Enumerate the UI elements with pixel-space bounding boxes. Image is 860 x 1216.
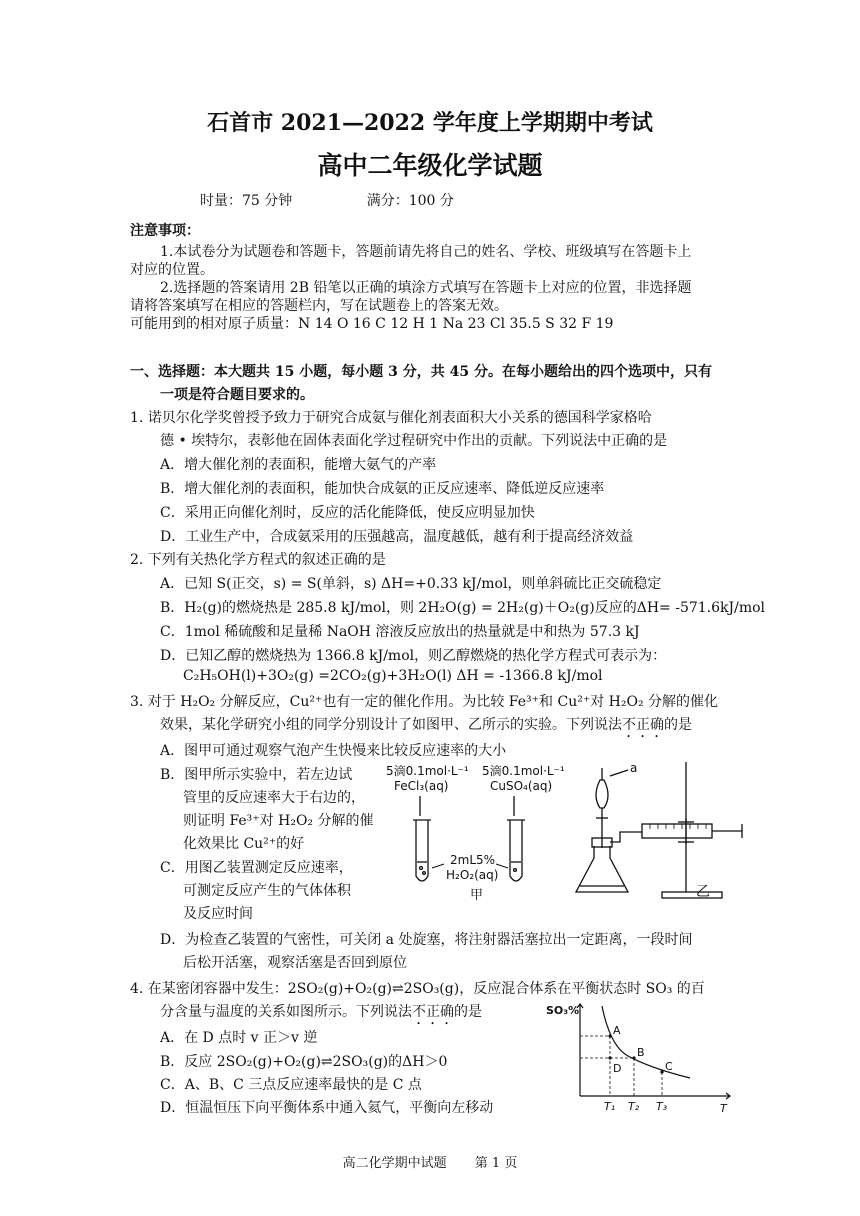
exam-subtitle: 高中二年级化学试题 [317,151,543,180]
q4-stem-emphasis: 不正确 [412,1004,454,1020]
exam-time: 时量：75 分钟 [200,193,293,209]
tick-t3: T₃ [656,1100,668,1113]
tick-t2: T₂ [628,1100,640,1113]
atomic-masses: 可能用到的相对原子质量：N 14 O 16 C 12 H 1 Na 23 Cl 35.5 S 32 F 19 [130,316,614,332]
fig-left-label-1: 5滴0.1mol·L⁻¹ [386,764,469,778]
q4-so3-temperature-chart [540,996,740,1116]
q3-option-c-2: 可测定反应产生的气体体积 [183,883,351,899]
note-1a: 1.本试卷分为试题卷和答题卡，答题前请先将自己的姓名、学校、班级填写在答题卡上 [160,244,692,260]
label-a: A [613,1024,621,1037]
note-1b: 对应的位置。 [130,262,214,278]
q1-option-b: B．增大催化剂的表面积，能加快合成氨的正反应速率、降低逆反应速率 [160,481,605,497]
point-a [608,1034,611,1037]
q3-option-c-3: 及反应时间 [183,906,253,922]
q4-option-c: C．A、B、C 三点反应速率最快的是 C 点 [160,1077,422,1093]
tick-t1: T₁ [604,1100,616,1113]
point-b [632,1056,635,1059]
notes-heading: 注意事项： [130,223,200,239]
q2-option-c: C．1mol 稀硫酸和足量稀 NaOH 溶液反应放出的热量就是中和热为 57.3 kJ [160,624,640,640]
exam-title: 石首市 2021—2022 学年度上学期期中考试 [207,110,653,136]
q3-option-c-1: C．用图乙装置测定反应速率， [160,860,353,876]
q4-stem-b-text: 分含量与温度的关系如图所示。下列说法 [160,1004,412,1020]
q4-stem-b-end: 的是 [454,1004,482,1020]
page-footer [0,1152,860,1171]
q2-option-b: B．H₂(g)的燃烧热是 285.8 kJ/mol，则 2H₂O(g) = 2H₂(g)＋O₂(g)反应的ΔH= -571.6kJ/mol [160,600,766,616]
q1-stem-b: 德 • 埃特尔，表彰他在固体表面化学过程研究中作出的贡献。下列说法中正确的是 [160,433,668,449]
fig-label-a: a [630,761,638,775]
chart-xlabel: T [720,1102,727,1115]
q1-option-d: D．工业生产中，合成氨采用的压强越高，温度越低，越有利于提高经济效益 [160,529,634,545]
exam-meta [200,190,524,210]
q2-stem: 2. 下列有关热化学方程式的叙述正确的是 [130,552,386,568]
q4-option-d: D．恒温恒压下向平衡体系中通入氦气，平衡向左移动 [160,1100,494,1116]
fig-left-label-2: FeCl₃(aq) [394,779,449,793]
note-2a: 2.选择题的答案请用 2B 铅笔以正确的填涂方式填写在答题卡上对应的位置，非选择题 [160,280,692,296]
fig-pointer-left [432,864,444,868]
test-tube-right [507,796,525,881]
q4-stem-b [160,1001,482,1028]
q3-stem-b-end: 的是 [664,717,692,733]
label-b: B [637,1046,645,1059]
fig-mid-label-2: H₂O₂(aq) [446,868,499,882]
q3-option-b-1: B．图甲所示实验中，若左边试 [160,767,353,783]
q2-option-d: D．已知乙醇的燃烧热为 1366.8 kJ/mol，则乙醇燃烧的热化学方程式可表示为： [160,648,667,664]
q3-option-b-3: 则证明 Fe³⁺对 H₂O₂ 分解的催 [183,813,374,829]
q3-stem-b-text: 效果，某化学研究小组的同学分别设计了如图甲、乙所示的实验。下列说法 [160,717,622,733]
section1-heading-b: 一项是符合题目要求的。 [160,387,314,403]
q3-option-b-2: 管里的反应速率大于右边的， [183,790,365,806]
q3-stem-a: 3. 对于 H₂O₂ 分解反应，Cu²⁺也有一定的催化作用。为比较 Fe³⁺和 Cu²⁺对 H₂O₂ 分解的催化 [130,694,719,710]
fig-label-jia: 甲 [470,888,484,903]
point-d [608,1056,611,1059]
q1-stem-a: 1. 诺贝尔化学奖曾授予致力于研究合成氨与催化剂表面积大小关系的德国科学家格哈 [130,410,652,426]
fig-label-yi: 乙 [696,884,710,900]
q4-option-a: A．在 D 点时 v 正＞v 逆 [160,1030,318,1046]
q1-option-a: A．增大催化剂的表面积，能增大氨气的产率 [160,457,437,473]
note-2b: 请将答案填写在相应的答题栏内，写在试题卷上的答案无效。 [130,298,508,314]
q3-apparatus-figure [380,758,760,908]
footer-page: 第 1 页 [474,1156,518,1171]
fig-right-label-2: CuSO₄(aq) [490,779,553,793]
q1-option-c: C．采用正向催化剂时，反应的活化能降低，使反应明显加快 [160,505,535,521]
q3-option-b-4: 化效果比 Cu²⁺的好 [183,836,305,852]
q3-option-d-2: 后松开活塞，观察活塞是否回到原位 [183,955,407,971]
q2-option-d-equation: C₂H₅OH(l)+3O₂(g) =2CO₂(g)+3H₂O(l) ΔH = -1366.8 kJ/mol [183,668,603,684]
q3-option-a: A．图甲可通过观察气泡产生快慢来比较反应速率的大小 [160,743,507,759]
fig-mid-label-1: 2mL5% [450,853,496,867]
q3-stem-b [160,714,692,741]
q4-option-b: B．反应 2SO₂(g)+O₂(g)⇌2SO₃(g)的ΔH＞0 [160,1054,448,1070]
q2-option-a: A．已知 S(正交，s) = S(单斜，s) ΔH=+0.33 kJ/mol，则单斜硫比正交硫稳定 [160,576,662,592]
apparatus-yi [576,762,742,898]
q3-stem-emphasis: 不正确 [622,717,664,733]
label-d: D [613,1062,622,1075]
label-c: C [665,1060,673,1073]
fig-right-label-1: 5滴0.1mol·L⁻¹ [482,764,565,778]
footer-text: 高二化学期中试题 [342,1156,447,1171]
test-tube-left [413,796,431,881]
point-c [660,1070,663,1073]
exam-score: 满分：100 分 [366,193,454,209]
q3-option-d-1: D．为检查乙装置的气密性，可关闭 a 处旋塞，将注射器活塞拉出一定距离，一段时间 [160,932,693,948]
section1-heading-a: 一、选择题：本大题共 15 小题，每小题 3 分，共 45 分。在每小题给出的四个选项中，只有 [130,364,712,380]
chart-ylabel: SO₃% [546,1004,580,1017]
q4-stem-a: 4. 在某密闭容器中发生：2SO₂(g)+O₂(g)⇌2SO₃(g)，反应混合体系在平衡状态时 SO₃ 的百 [130,981,705,997]
